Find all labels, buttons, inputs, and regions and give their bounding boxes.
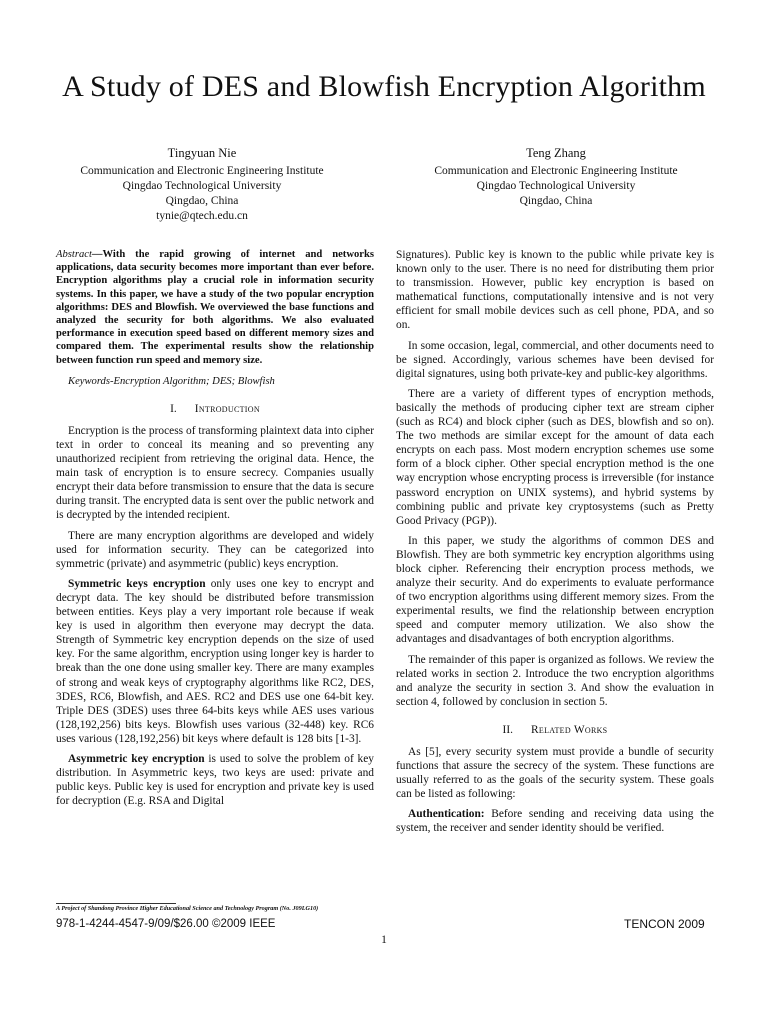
paragraph: There are many encryption algorithms are developed and widely used for information security. They can be categorized into symmetric (private) and asymmetric (public) keys encryption. <box>56 529 374 570</box>
abstract-label: Abstract <box>56 249 92 260</box>
paragraph: Encryption is the process of transforming plaintext data into cipher text in order to conceal its meaning and so preventing any unauthorized recipient from retrieving the original data. Hence, the main task of encryption is to ensure secrecy. Companies usually encrypt their data before transmission to ensure that the data is secure during transit. The encrypted data is sent over the public network and is decrypted by the intended recipient. <box>56 424 374 522</box>
abstract <box>56 248 374 367</box>
right-column <box>396 248 714 842</box>
page-number: 1 <box>381 934 387 946</box>
section-title: Related Works <box>530 723 608 736</box>
paper-title: A Study of DES and Blowfish Encryption Algorithm <box>62 70 706 103</box>
section-number: I. <box>170 402 177 415</box>
paragraph: As [5], every security system must provide a bundle of security functions that assure the secrecy of the system. These functions are usually referred to as the goals of the security system. These goals can be listed as following: <box>396 746 714 801</box>
term-symmetric: Symmetric keys encryption <box>68 577 206 590</box>
abstract-text: —With the rapid growing of internet and networks applications, data security becomes more important than ever before. Encryption algorithms play a crucial role in information security systems. In this paper, we have a study of the two popular encryption algorithms: DES and Blowfish. We overviewed the base functions and analyzed the security for both algorithms. We also evaluated performance in execution speed based on different memory sizes and compared them. The experimental results show the relationship between function run speed and memory size. <box>56 249 374 366</box>
author-name: Tingyuan Nie <box>167 146 237 160</box>
isbn-copyright: 978-1-4244-4547-9/09/$26.00 ©2009 IEEE <box>56 918 276 930</box>
section-heading-introduction <box>56 402 374 416</box>
keywords: Keywords-Encryption Algorithm; DES; Blowfish <box>68 375 275 387</box>
paragraph-text: is used to solve the problem of key distribution. In Asymmetric keys, two keys are used: private and public keys. Public key is used for encryption and private key is used for decryption (E.g. RSA and Digital <box>56 752 374 808</box>
paragraph-authentication <box>396 807 714 835</box>
paragraph: In this paper, we study the algorithms of common DES and Blowfish. They are both symmetric key encryption algorithms using block cipher. Referencing their encryption process methods, we analyze their security. And do experiments to evaluate performance of two encryption algorithms using different memory sizes. From the experimental results, we find the relationship between encryption speed and computer memory utilization. We also show the advantages and disadvantages of both encryption algorithms. <box>396 534 714 646</box>
author-university: Qingdao Technological University <box>122 180 282 192</box>
author-university: Qingdao Technological University <box>476 180 636 192</box>
author-name: Teng Zhang <box>526 146 586 160</box>
author-affiliation: Communication and Electronic Engineering Institute <box>80 165 324 177</box>
section-heading-related-works <box>396 723 714 737</box>
paragraph-text: only uses one key to encrypt and decrypt data. The key should be distributed before transmission between entities. Keys play a very important role because if weak key is used in algorithm then everyone may decrypt the data. Strength of Symmetric key encryption depends on the size of used key. For the same algorithm, encryption using longer key is harder to break than the one done using smaller key. There are many examples of strong and weak keys of cryptography algorithms like RC2, DES, 3DES, RC6, Blowfish, and AES. RC2 and DES use one 64-bit key. Triple DES (3DES) uses three 64-bits keys while AES uses various (128,192,256) bits keys. Blowfish uses various (32-448) key. RC6 uses various (128,192,256) bit keys where default is 128 bits [1-3]. <box>56 577 374 745</box>
author-city: Qingdao, China <box>519 195 593 207</box>
left-column <box>56 248 374 814</box>
paragraph-asymmetric <box>56 752 374 808</box>
paragraph: Signatures). Public key is known to the public while private key is known only to the user. There is no need for distributing them prior to transmission. However, public key encryption is based on mathematical functions, computationally intensive and is not very efficient for small mobile devices such as cell phone, PDA, and so on. <box>396 249 714 332</box>
conference-name: TENCON 2009 <box>624 917 705 931</box>
term-asymmetric: Asymmetric key encryption <box>68 752 205 765</box>
paragraph: The remainder of this paper is organized as follows. We review the related works in section 2. Introduce the two encryption algorithms and analyze the security in section 3. And show the evaluation in section 4, followed by conclusion in section 5. <box>396 653 714 708</box>
footnote-divider <box>56 903 176 904</box>
footnote: A Project of Shandong Province Higher Educational Science and Technology Program (No. J09LG10) <box>56 905 319 912</box>
paragraph: There are a variety of different types of encryption methods, basically the methods of producing cipher text are stream cipher (such as RC4) and block cipher (such as DES, blowfish and so on). The two methods are similar except for the amount of data each encrypts on each pass. Most modern encryption schemes use some form of a block cipher. Other special encryption method is the one way encryption whose encrypting process is irreversible (for instance password encryption on UNIX systems), and hybrid systems by combining public and private key cryptosystems (such as Pretty Good Privacy (PGP)). <box>396 387 714 527</box>
paragraph-symmetric <box>56 577 374 746</box>
author-block-2 <box>398 146 714 209</box>
author-affiliation: Communication and Electronic Engineering Institute <box>434 165 678 177</box>
author-email[interactable]: tynie@qtech.edu.cn <box>156 210 248 222</box>
section-title: Introduction <box>194 402 260 415</box>
term-authentication: Authentication: <box>408 808 485 821</box>
paragraph-text: Before sending and receiving data using the system, the receiver and sender identity should be verified. <box>396 808 714 835</box>
paragraph: In some occasion, legal, commercial, and other documents need to be signed. Accordingly, various schemes have been devised for digital signatures, using both private-key and public-key algorithms. <box>396 339 714 380</box>
author-city: Qingdao, China <box>165 195 239 207</box>
author-block-1 <box>44 146 360 224</box>
section-number: II. <box>502 723 513 736</box>
